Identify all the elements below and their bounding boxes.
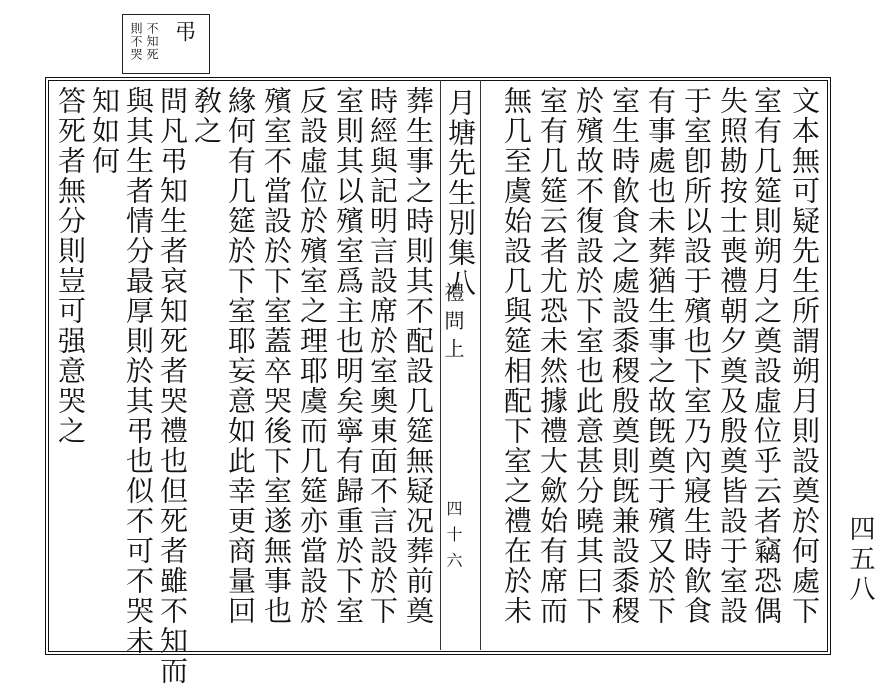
text-column-3: 失照勘按士喪禮朝夕奠及殷奠皆設于室設 bbox=[716, 86, 749, 626]
marginal-note-line-2: 則不哭 bbox=[129, 22, 143, 61]
text-column-10: 葬生事之時則其不配設几筵無疑况葬前奠 bbox=[402, 86, 435, 626]
running-head-title: 月塘先生別集八 bbox=[444, 88, 477, 298]
page-number: 四五八 bbox=[845, 515, 875, 605]
text-column-4: 于室卽所以設于殯也下室乃內寢生時飮食 bbox=[680, 86, 713, 626]
text-column-8: 室有几筵云者尤恐未然據禮大歛始有席而 bbox=[536, 86, 569, 626]
text-column-17: 問凡弔知生者哀知死者哭禮也但死者雖不知而 bbox=[156, 86, 189, 686]
text-column-19: 知如何 bbox=[88, 86, 121, 176]
text-column-5: 有事處也未葬猶生事之故旣奠于殯又於下 bbox=[644, 86, 677, 626]
text-column-9: 無几至虞始設几與筵相配下室之禮在於未 bbox=[500, 86, 533, 626]
text-column-13: 反設虛位於殯室之理耶虞而几筵亦當設於 bbox=[296, 86, 329, 626]
center-fold-line-right bbox=[480, 80, 481, 650]
running-head-section: 禮問上 bbox=[441, 282, 465, 366]
text-column-12: 室則其以殯室爲主也明矣寧有歸重於下室 bbox=[332, 86, 365, 626]
text-column-1: 文本無可疑先生所謂朔月則設奠於何處下 bbox=[788, 86, 821, 626]
text-column-14: 殯室不當設於下室蓋卒哭後下室遂無事也 bbox=[260, 86, 293, 626]
text-column-2: 室有几筵則朔月之奠設虛位乎云者竊恐偶 bbox=[750, 86, 783, 626]
marginal-note-line-1: 不知死 bbox=[145, 22, 159, 61]
text-column-11: 時經與記明言設席於室奧東面不言設於下 bbox=[366, 86, 399, 626]
running-head-folio: 四十六 bbox=[444, 500, 463, 578]
text-column-6: 室生時飮食之處設黍稷殷奠則旣兼設黍稷 bbox=[608, 86, 641, 626]
marginal-note-heading: 弔 bbox=[171, 20, 196, 42]
text-column-15: 緣何有几筵於下室耶妄意如此幸更商量回 bbox=[224, 86, 257, 626]
text-column-16: 敎之 bbox=[190, 86, 223, 146]
text-column-20: 答死者無分則豈可强意哭之 bbox=[54, 86, 87, 446]
text-column-7: 於殯故不復設於下室也此意甚分曉其曰下 bbox=[572, 86, 605, 626]
text-column-18: 與其生者情分最厚則於其弔也似不可不哭未 bbox=[122, 86, 155, 656]
